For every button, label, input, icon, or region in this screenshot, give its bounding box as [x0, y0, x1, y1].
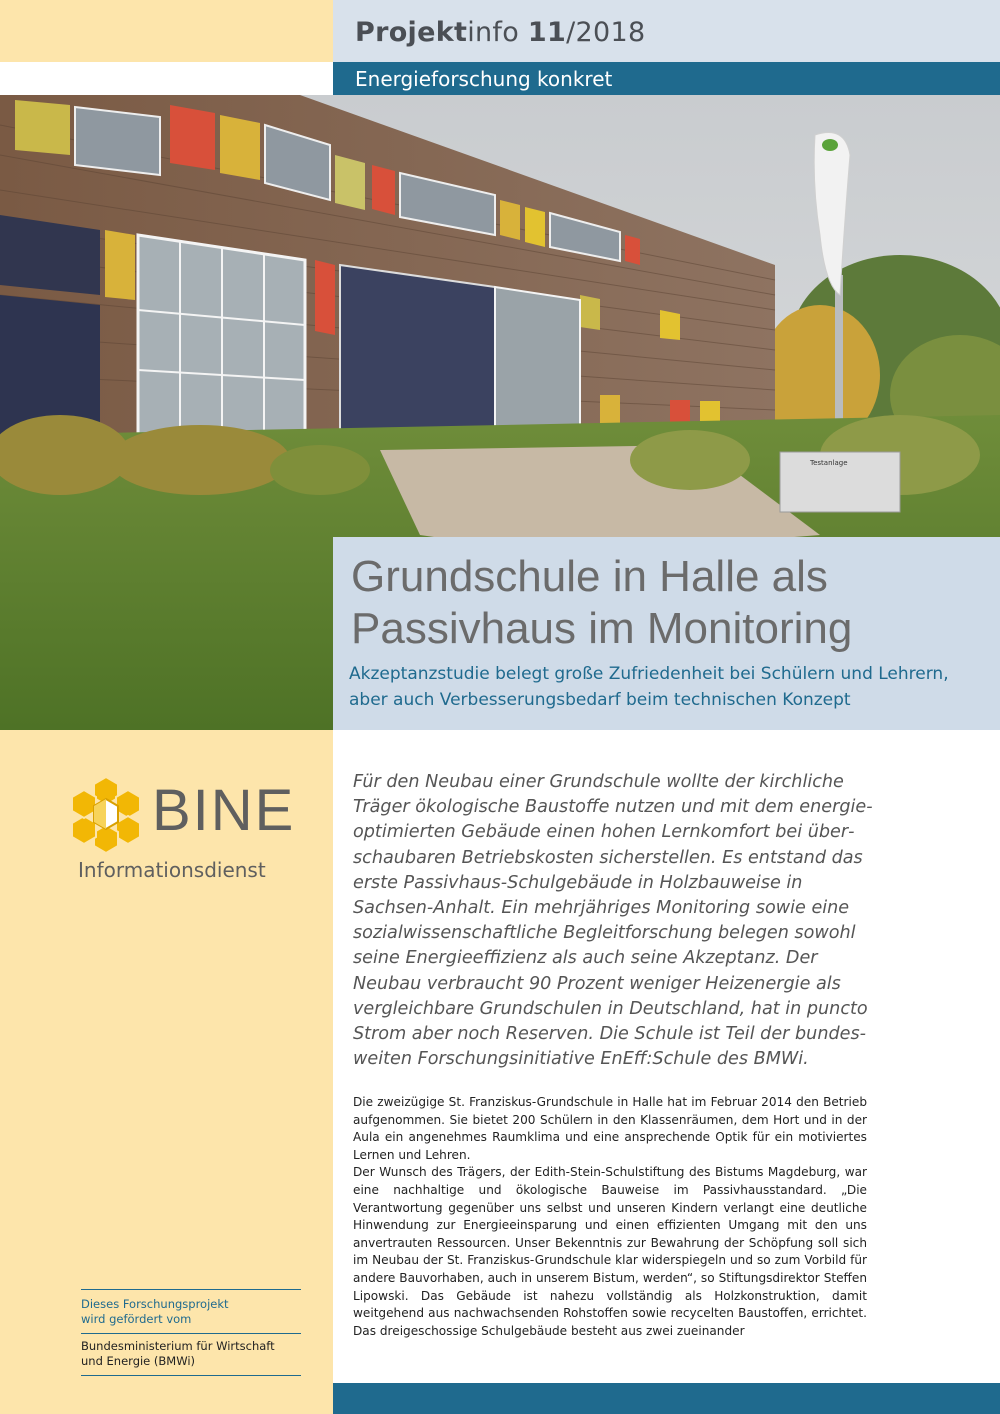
funding-note: Dieses Forschungsprojekt wird gefördert vom [81, 1297, 229, 1326]
logo-name: BINE [152, 778, 296, 843]
bine-logo [66, 775, 306, 885]
page-title: Grundschule in Halle als Passivhaus im Monitoring [351, 552, 853, 653]
divider [81, 1375, 301, 1376]
testanlage-sign: Testanlage [810, 459, 848, 467]
body-paragraph: Die zweizügige St. Franziskus-Grundschule in Halle hat im Februar 2014 den Betrieb aufgenommen. Sie bietet 200 Schülern in den Klassenräumen, dem Hort und in der Aula ein angenehmes Raumklima und eine ansprechende Optik für ein motiviertes Lernen und Lehren. [353, 1095, 867, 1162]
funding-box [81, 1289, 301, 1376]
body-paragraph: Der Wunsch des Trägers, der Edith-Stein-Schulstiftung des Bistums Magdeburg, war eine nachhaltige und ökologische Bauweise im Passivhausstandard. „Die Verantwortung gegenüber uns selbst und unseren Kindern verlangt eine deutliche Hinwendung zur Energieeinsparung und einen effizienten Umgang mit den uns anvertrauten Ressourcen. Unser Bekenntnis zur Bewahrung der Schöpfung soll sich im Neubau der St. Franziskus-Grundschule klar widerspiegeln und so zum Vorbild für andere Bauvorhaben, auch in unserem Bistum, werden“, so Stiftungsdirektor Steffen Lipowski. Das Gebäude ist nahezu vollständig als Holzkonstruktion, damit weitgehend aus nachwachsenden Rohstoffen sowie recycelten Baustoffen, errichtet. Das dreigeschossige Schulgebäude besteht aus zwei zueinander [353, 1165, 867, 1338]
ministry-name: Bundesministerium für Wirtschaft und Energie (BMWi) [81, 1339, 275, 1368]
page-subtitle: Akzeptanzstudie belegt große Zufriedenheit bei Schülern und Lehrern, aber auch Verbesserungsbedarf beim technischen Konzept [349, 664, 949, 710]
left-column-top [0, 0, 333, 62]
series-bar [333, 62, 1000, 95]
series-label: Energieforschung konkret [355, 67, 613, 91]
bine-hexagon-icon [66, 775, 146, 855]
lead-paragraph: Für den Neubau einer Grundschule wollte der kirchliche Träger ökologische Baustoffe nutzen und mit dem energieoptimierten Gebäude einen hohen Lernkomfort bei überschaubaren Betriebskosten sicherstellen. Es entstand das erste Passivhaus-Schulgebäude in Holzbauweise in Sachsen-Anhalt. Ein mehrjähriges Monitoring sowie eine sozialwissenschaftliche Begleitforschung belegen sowohl seine Energieeffizienz als auch seine Akzeptanz. Der Neubau verbraucht 90 Prozent weniger Heizenergie als vergleichbare Grundschulen in Deutschland, hat in puncto Strom aber noch Reserven. Die Schule ist Teil der bundesweiten Forschungsinitiative EnEff:Schule des BMWi. [353, 772, 873, 1070]
logo-subtitle: Informationsdienst [78, 858, 266, 882]
footer-bar [333, 1383, 1000, 1414]
issue-title: Projektinfo 11/2018 [355, 17, 646, 48]
body-text [353, 1094, 867, 1340]
header-bar [333, 0, 1000, 62]
title-box [333, 537, 1000, 730]
